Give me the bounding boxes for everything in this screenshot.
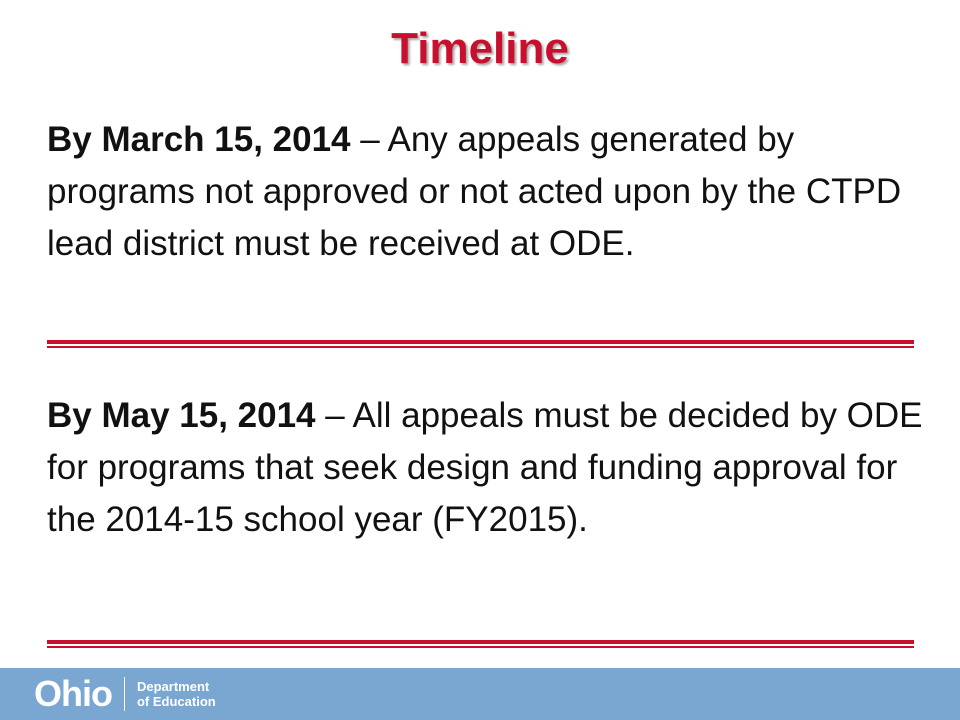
ohio-department-of-education-logo: [34, 672, 216, 716]
entry-text: – Any appeals generated by programs not approved or not acted upon by the CTPD lead district must be received at ODE.: [47, 120, 902, 263]
logo-divider: [124, 677, 125, 711]
timeline-entry-march: [47, 114, 927, 270]
department-name: [137, 679, 216, 709]
divider-rule: [47, 340, 914, 348]
department-line-2: of Education: [136, 694, 216, 709]
slide-title: Timeline: [391, 24, 569, 73]
entry-date: By May 15, 2014: [47, 396, 316, 435]
entry-date: By March 15, 2014: [47, 120, 351, 159]
entry-text: – All appeals must be decided by ODE for programs that seek design and funding approval for the 2014-15 school year (FY2015).: [47, 396, 923, 539]
timeline-entry-may: [47, 390, 927, 546]
footer-bar: [0, 668, 960, 720]
department-line-1: Department: [136, 679, 210, 694]
divider-rule: [47, 640, 914, 648]
ohio-wordmark: Ohio: [34, 673, 112, 714]
